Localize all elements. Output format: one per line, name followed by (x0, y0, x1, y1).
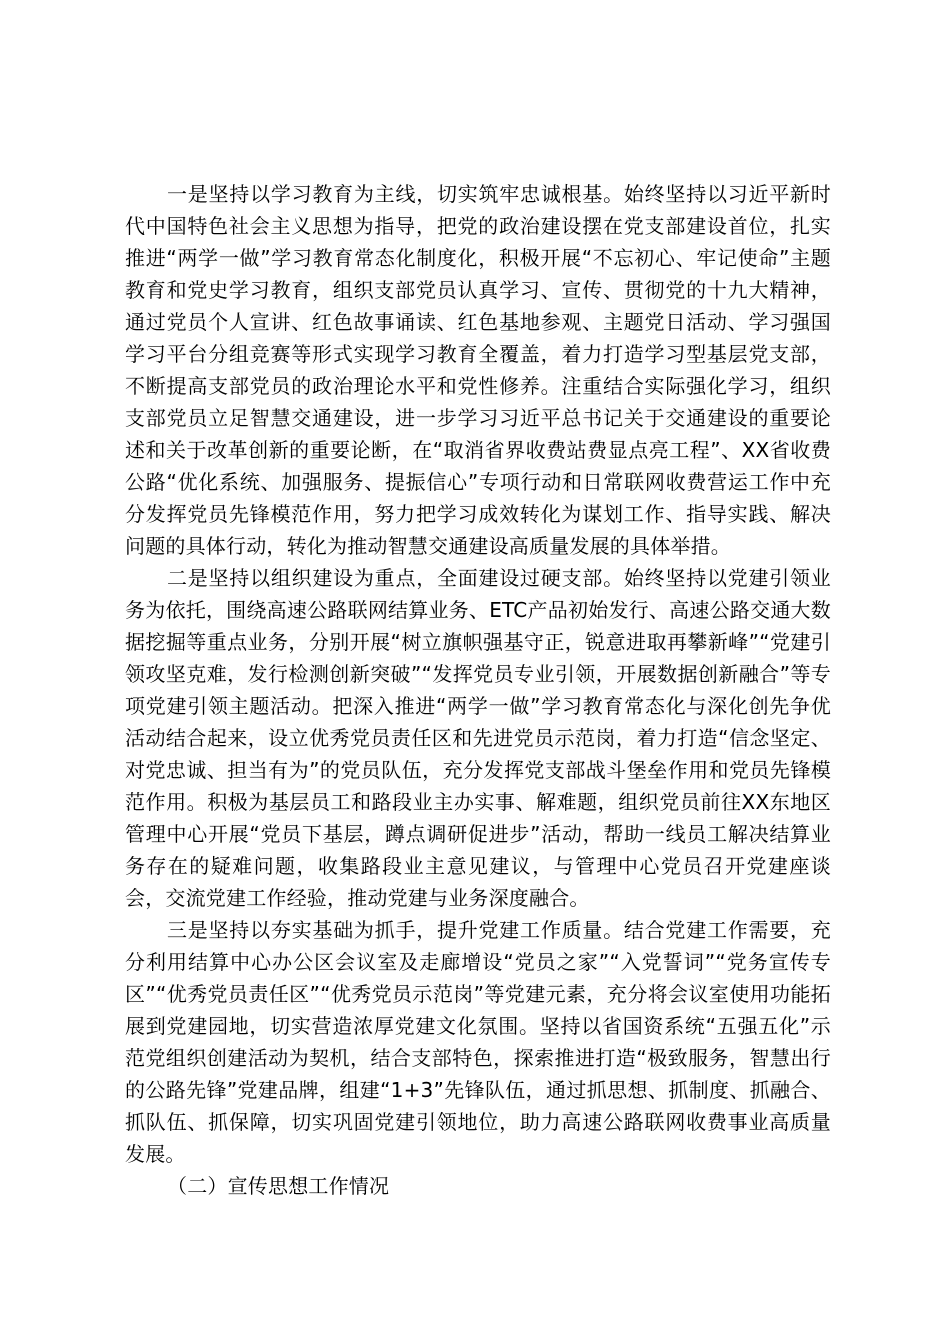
document-body (125, 178, 831, 1202)
paragraph-foundation: 三是坚持以夯实基础为抓手，提升党建工作质量。结合党建工作需要，充分利用结算中心办公区会议室及走廊增设“党员之家”“入党誓词”“党务宣传专区”“优秀党员责任区”“优秀党员示范岗”等党建元素，充分将会议室使用功能拓展到党建园地，切实营造浓厚党建文化氛围。坚持以省国资系统“五强五化”示范党组织创建活动为契机，结合支部特色，探索推进打造“极致服务，智慧出行的公路先锋”党建品牌，组建“1+3”先锋队伍，通过抓思想、抓制度、抓融合、抓队伍、抓保障，切实巩固党建引领地位，助力高速公路联网收费事业高质量发展。 (125, 918, 831, 1166)
section-heading: （二）宣传思想工作情况 (167, 1174, 390, 1198)
paragraph-study-education: 一是坚持以学习教育为主线，切实筑牢忠诚根基。始终坚持以习近平新时代中国特色社会主义思想为指导，把党的政治建设摆在党支部建设首位，扎实推进“两学一做”学习教育常态化制度化，积极开展“不忘初心、牢记使命”主题教育和党史学习教育，组织支部党员认真学习、宣传、贯彻党的十九大精神，通过党员个人宣讲、红色故事诵读、红色基地参观、主题党日活动、学习强国学习平台分组竞赛等形式实现学习教育全覆盖，着力打造学习型基层党支部，不断提高支部党员的政治理论水平和党性修养。注重结合实际强化学习，组织支部党员立足智慧交通建设，进一步学习习近平总书记关于交通建设的重要论述和关于改革创新的重要论断，在“取消省界收费站费显点亮工程”、XX省收费公路“优化系统、加强服务、提振信心”专项行动和日常联网收费营运工作中充分发挥党员先锋模范作用，努力把学习成效转化为谋划工作、指导实践、解决问题的具体行动，转化为推动智慧交通建设高质量发展的具体举措。 (125, 182, 831, 558)
paragraph-organization-building: 二是坚持以组织建设为重点，全面建设过硬支部。始终坚持以党建引领业务为依托，围绕高速公路联网结算业务、ETC产品初始发行、高速公路交通大数据挖掘等重点业务，分别开展“树立旗帜强基守正，锐意进取再攀新峰”“党建引领攻坚克难，发行检测创新突破”“发挥党员专业引领，开展数据创新融合”等专项党建引领主题活动。把深入推进“两学一做”学习教育常态化与深化创先争优活动结合起来，设立优秀党员责任区和先进党员示范岗，着力打造“信念坚定、对党忠诚、担当有为”的党员队伍，充分发挥党支部战斗堡垒作用和党员先锋模范作用。积极为基层员工和路段业主办实事、解难题，组织党员前往XX东地区管理中心开展“党员下基层，蹲点调研促进步”活动，帮助一线员工解决结算业务存在的疑难问题，收集路段业主意见建议，与管理中心党员召开党建座谈会，交流党建工作经验，推动党建与业务深度融合。 (125, 566, 831, 910)
